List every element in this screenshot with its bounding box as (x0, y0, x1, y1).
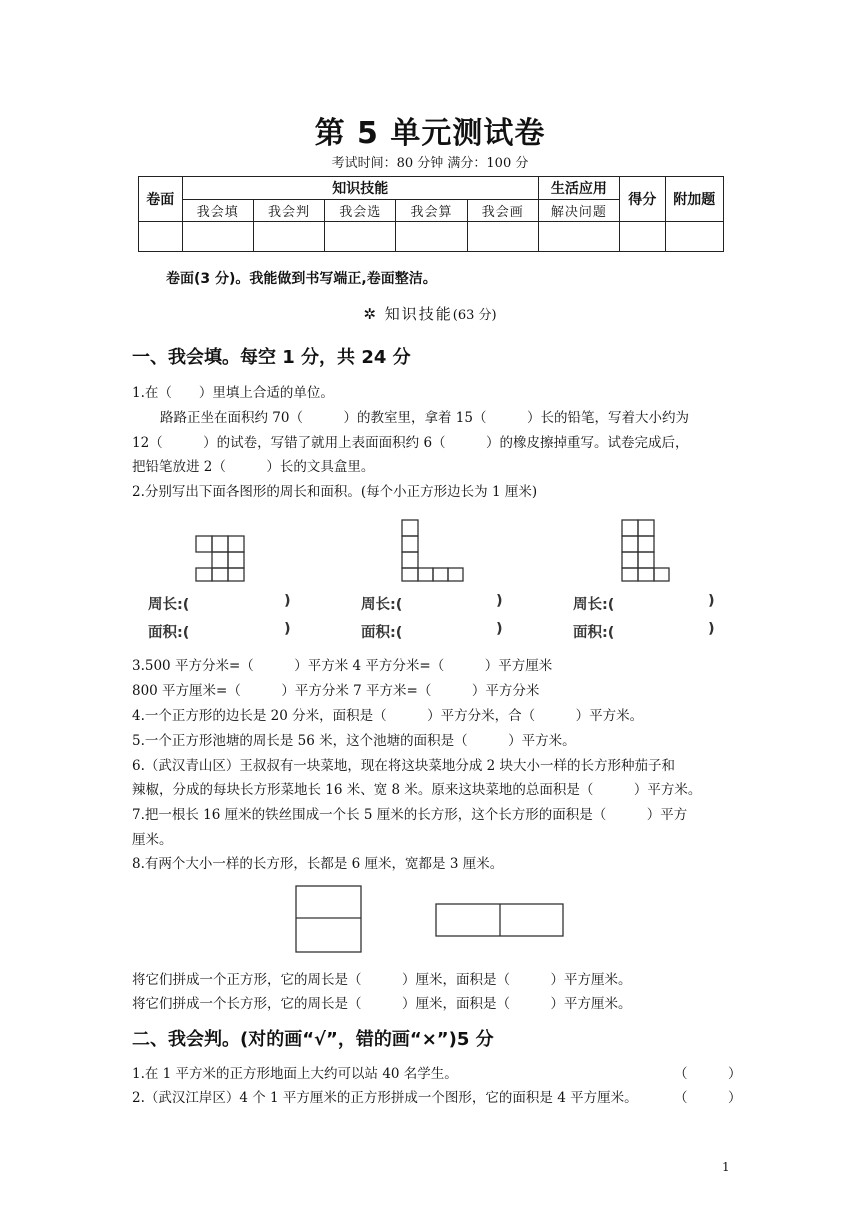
score-table (138, 176, 724, 252)
q7-line: 7.把一根长 16 厘米的铁丝围成一个长 5 厘米的长方形，这个长方形的面积是（ ）平方 (132, 807, 688, 823)
q2-title: 2.分别写出下面各图形的周长和面积。(每个小正方形边长为 1 厘米) (132, 484, 538, 500)
q1-title: 1.在（ ）里填上合适的单位。 (132, 385, 334, 401)
q1-line: 12（ ）的试卷，写错了就用上表面面积约 6（ ）的橡皮擦掉重写。试卷完成后， (132, 435, 689, 451)
q3-line: 800 平方厘米=（ ）平方分米 7 平方米=（ ）平方分米 (132, 683, 540, 699)
paren-close: ) (708, 621, 715, 637)
q5-line: 5.一个正方形池塘的周长是 56 米，这个池塘的面积是（ ）平方米。 (132, 733, 576, 749)
score-cell[interactable] (619, 222, 665, 252)
paren-close: ) (496, 621, 503, 637)
grid-figure-3 (0, 500, 860, 600)
score-header-juanmian: 卷面 (139, 177, 183, 222)
score-header-zhishi: 知识技能 (182, 177, 538, 200)
juanmian-note: 卷面(3 分)。我能做到书写端正,卷面整洁。 (166, 271, 437, 287)
score-cell[interactable] (325, 222, 396, 252)
part2-heading: 二、我会判。(对的画“√”，错的画“×”)5 分 (132, 1029, 494, 1050)
area-label-3: 面积:( (573, 625, 615, 641)
paren-close: ) (496, 593, 503, 609)
judge-answer-box[interactable]: （ ） (674, 1066, 742, 1082)
page-title: 第 5 单元测试卷 (314, 116, 546, 151)
q4-line: 4.一个正方形的边长是 20 分米，面积是（ ）平方分米，合（ ）平方米。 (132, 708, 644, 724)
rectangle-split-figure (0, 880, 860, 960)
paren-close: ) (284, 593, 291, 609)
perimeter-label-3: 周长:( (573, 597, 615, 613)
score-header-fujia: 附加题 (665, 177, 723, 222)
q7-line: 厘米。 (132, 832, 173, 848)
area-label-1: 面积:( (148, 625, 190, 641)
perimeter-label-2: 周长:( (361, 597, 403, 613)
paren-close: ) (284, 621, 291, 637)
q6-line: 6.（武汉青山区）王叔叔有一块菜地，现在将这块菜地分成 2 块大小一样的长方形种茄子和 (132, 758, 676, 774)
q8-line: 8.有两个大小一样的长方形，长都是 6 厘米，宽都是 3 厘米。 (132, 856, 504, 872)
score-header-defen: 得分 (619, 177, 665, 222)
section-header (0, 303, 860, 324)
score-sub-hua: 我会画 (467, 200, 538, 222)
score-sub-suan: 我会算 (396, 200, 467, 222)
q3-line: 3.500 平方分米=（ ）平方米 4 平方分米=（ ）平方厘米 (132, 658, 553, 674)
judge-q1: 1.在 1 平方米的正方形地面上大约可以站 40 名学生。 (132, 1066, 458, 1082)
area-label-2: 面积:( (361, 625, 403, 641)
q1-line: 路路正坐在面积约 70（ ）的教室里，拿着 15（ ）长的铅笔，写着大小约为 (160, 410, 689, 426)
score-cell[interactable] (538, 222, 619, 252)
judge-answer-box[interactable]: （ ） (674, 1090, 742, 1106)
q6-line: 辣椒，分成的每块长方形菜地长 16 米、宽 8 米。原来这块菜地的总面积是（ ）平方米。 (132, 782, 702, 798)
score-header-shenghuo: 生活应用 (538, 177, 619, 200)
score-cell[interactable] (396, 222, 467, 252)
score-cell[interactable] (665, 222, 723, 252)
judge-q2: 2.（武汉江岸区）4 个 1 平方厘米的正方形拼成一个图形，它的面积是 4 平方厘米。 (132, 1090, 638, 1106)
score-cell[interactable] (253, 222, 324, 252)
page-number: 1 (722, 1160, 730, 1174)
part1-heading: 一、我会填。每空 1 分，共 24 分 (132, 347, 411, 368)
score-cell[interactable] (182, 222, 253, 252)
score-sub-tian: 我会填 (182, 200, 253, 222)
paren-close: ) (708, 593, 715, 609)
q8-rect-line: 将它们拼成一个长方形，它的周长是（ ）厘米，面积是（ ）平方厘米。 (132, 996, 632, 1012)
exam-info: 考试时间：80 分钟 满分：100 分 (331, 156, 529, 171)
flower-icon: ✲ (363, 305, 378, 323)
q1-line: 把铅笔放进 2（ ）长的文具盒里。 (132, 459, 375, 475)
q8-square-line: 将它们拼成一个正方形，它的周长是（ ）厘米，面积是（ ）平方厘米。 (132, 972, 632, 988)
section-points: (63 分) (452, 308, 497, 323)
score-sub-pan: 我会判 (253, 200, 324, 222)
section-label: 知识技能 (384, 305, 453, 323)
score-cell[interactable] (467, 222, 538, 252)
score-cell[interactable] (139, 222, 183, 252)
perimeter-label-1: 周长:( (148, 597, 190, 613)
score-sub-jiejue: 解决问题 (538, 200, 619, 222)
score-sub-xuan: 我会选 (325, 200, 396, 222)
